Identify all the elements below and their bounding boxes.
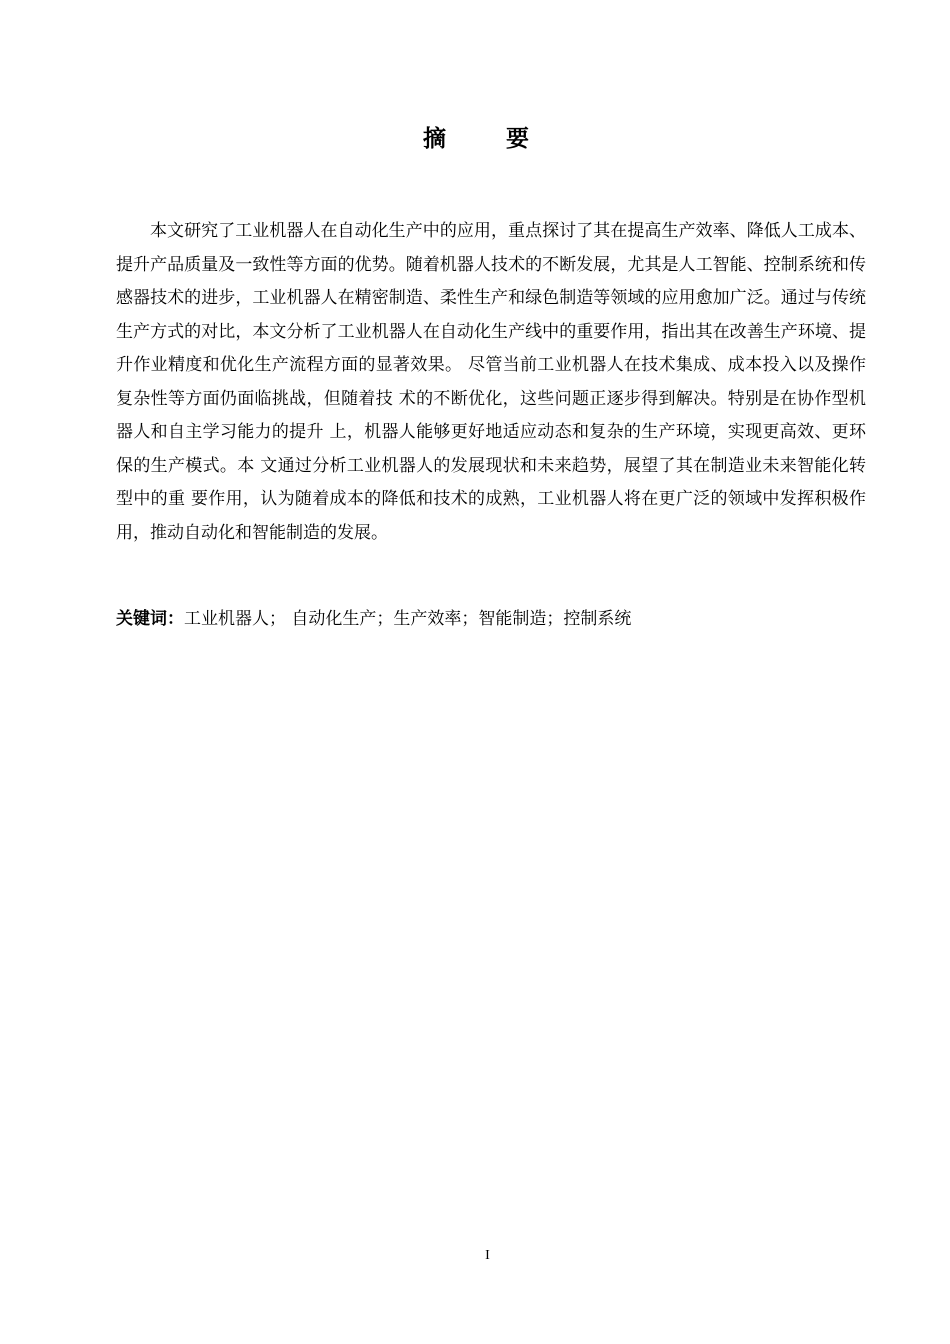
keywords-label: 关键词： (116, 609, 184, 629)
abstract-paragraph: 本文研究了工业机器人在自动化生产中的应用，重点探讨了其在提高生产效率、降低人工成本、提升产品质量及一致性等方面的优势。随着机器人技术的不断发展，尤其是人工智能、控制系统和传感器技术的进步，工业机器人在精密制造、柔性生产和绿色制造等领域的应用愈加广泛。通过与传统生产方式的对比，本文分析了工业机器人在自动化生产线中的重要作用，指出其在改善生产环境、提升作业精度和优化生产流程方面的显著效果。 尽管当前工业机器人在技术集成、成本投入以及操作复杂性等方面仍面临挑战，但随着技 术的不断优化，这些问题正逐步得到解决。特别是在协作型机器人和自主学习能力的提升 上，机器人能够更好地适应动态和复杂的生产环境，实现更高效、更环保的生产模式。本 文通过分析工业机器人的发展现状和未来趋势，展望了其在制造业未来智能化转型中的重 要作用，认为随着成本的降低和技术的成熟，工业机器人将在更广泛的领域中发挥积极作 用，推动自动化和智能制造的发展。 (116, 221, 866, 543)
keywords-text: 工业机器人； 自动化生产；生产效率；智能制造；控制系统 (184, 609, 632, 629)
page-title: 摘 要 (422, 126, 555, 152)
page-number: I (485, 1248, 490, 1263)
keywords-line (116, 602, 866, 636)
